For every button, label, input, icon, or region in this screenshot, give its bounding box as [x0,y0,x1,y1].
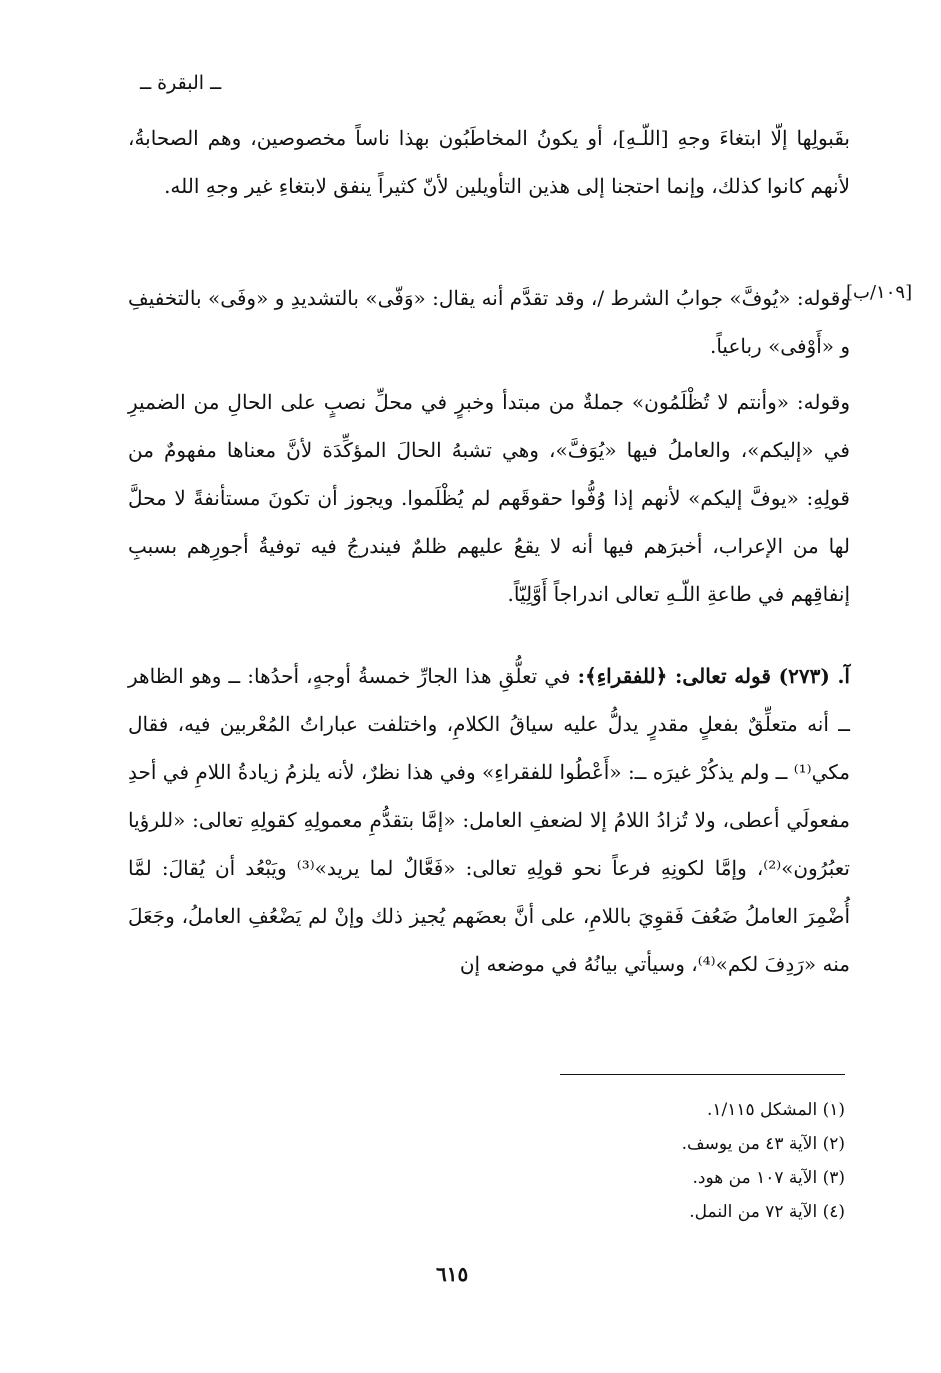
footnote-item: (١) المشكل ١/١١٥. [706,1100,845,1120]
footnote-item: (٣) الآية ١٠٧ من هود. [692,1168,845,1188]
paragraph-4 [128,652,850,988]
footnote-item: (٤) الآية ٧٢ من النمل. [689,1202,845,1222]
page-number: ٦١٥ [436,1262,469,1286]
running-header: ــ البقرة ــ [140,72,222,94]
verse-heading: آ. (٢٧٣) قوله تعالى: ﴿للفقراءِ﴾: [577,664,850,688]
footnote-divider [560,1074,845,1075]
paragraph-4-body: في تعلُّقِ هذا الجارِّ خمسةُ أوجهٍ، أحدُها: ــ وهو الظاهر ــ أنه متعلِّقٌ بفعلٍ مقدرٍ يدلُّ عليه سياقُ الكلامِ، واختلفت عباراتُ المُعْربين فيه، فقال مكي⁽¹⁾ ــ ولم يذكُرْ غيرَه ــ: «أَعْطُوا للفقراءِ» وفي هذا نظرٌ، لأنه يلزمُ زيادةُ اللامِ في أحدِ مفعولَي أعطى، ولا تُزادُ اللامُ إلا لضعفِ العامل: «إمَّا بتقدُّمِ معمولِهِ كقولِهِ تعالى: «للرؤيا تعبُرُون»⁽²⁾، وإمَّا لكونِهِ فرعاً نحو قولِهِ تعالى: «فَعَّالٌ لما يريد»⁽³⁾ ويَبْعُد أن يُقالَ: لمَّا أُضْمِرَ العاملُ ضَعُفَ فَقوِيَ باللامِ، على أنَّ بعضَهم يُجيز ذلك وإنْ لم يَضْعُفِ العاملُ، وجَعَلَ منه «رَدِفَ لكم»⁽⁴⁾، وسيأتي بيانُهُ في موضعه إن [128,664,851,976]
paragraph-3: وقوله: «وأنتم لا تُظْلَمُون» جملةٌ من مبتدأ وخبرٍ في محلِّ نصبٍ على الحالِ من الضميرِ في «إليكم»، والعاملُ فيها «يُوَفَّ»، وهي تشبهُ الحالَ المؤكِّدَة لأنَّ معناها مفهومٌ من قولِهِ: «يوفَّ إليكم» لأنهم إذا وُفُّوا حقوقَهم لم يُظْلَموا. ويجوز أن تكونَ مستأنفةً لا محلَّ لها من الإعراب، أخبرَهم فيها أنه لا يقعُ عليهم ظلمٌ فيندرجُ فيه توفيةُ أجورِهم بسببِ إنفاقِهم في طاعةِ اللّـهِ تعالى اندراجاً أَوَّلِيّاً. [128,390,850,606]
footnote-item: (٢) الآية ٤٣ من يوسف. [681,1134,845,1154]
footnotes [560,1093,845,1229]
paragraph-2: وقوله: «يُوفَّ» جوابُ الشرط /، وقد تقدَّم أنه يقال: «وَفّى» بالتشديدِ و «وفَى» بالتخفيفِ و «أَوْفى» رباعياً. [128,286,850,358]
margin-manuscript-ref: [١٠٩/ب] [846,282,913,303]
paragraph-1: بقَبولِها إلّا ابتغاءَ وجهِ [اللّـهِ]، أو يكونُ المخاطَبُون بهذا ناساً مخصوصين، وهم الصحابةُ، لأنهم كانوا كذلك، وإنما احتجنا إلى هذين التأويلين لأنّ كثيراً ينفق لابتغاءِ غير وجهِ الله. [128,126,850,198]
